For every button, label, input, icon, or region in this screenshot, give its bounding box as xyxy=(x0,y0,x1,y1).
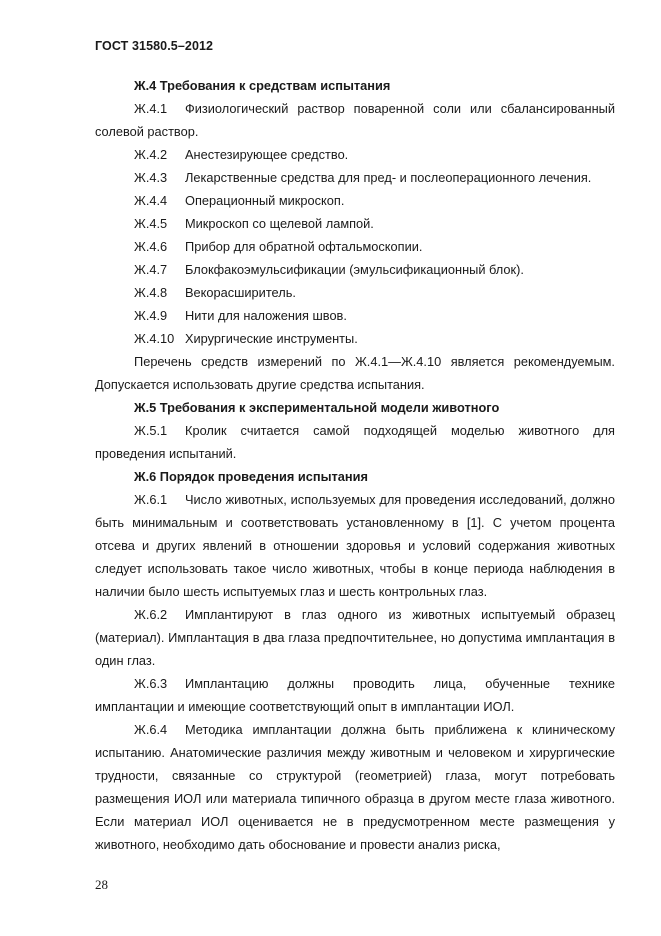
list-item xyxy=(95,258,615,281)
item-number: Ж.4.10 xyxy=(134,331,175,346)
item-number: Ж.4.3 xyxy=(134,170,168,185)
section-heading: Ж.6 Порядок проведения испытания xyxy=(134,469,368,484)
item-text: Прибор для обратной офтальмоскопии. xyxy=(185,239,423,254)
item-text: Лекарственные средства для пред- и послеоперационного лечения. xyxy=(185,170,592,185)
list-item xyxy=(95,235,615,258)
list-item xyxy=(95,672,615,718)
list-item xyxy=(95,488,615,603)
section-heading: Ж.5 Требования к экспериментальной модели животного xyxy=(134,400,500,415)
item-number: Ж.6.2 xyxy=(134,607,168,622)
item-text: Имплантацию должны проводить лица, обученные технике имплантации и имеющие соответствующий опыт в имплантации ИОЛ. xyxy=(95,676,615,714)
item-text: Блокфакоэмульсификации (эмульсификационный блок). xyxy=(185,262,524,277)
item-number: Ж.4.7 xyxy=(134,262,168,277)
list-item xyxy=(95,718,615,856)
section-heading: Ж.4 Требования к средствам испытания xyxy=(134,78,391,93)
document-header: ГОСТ 31580.5–2012 xyxy=(95,39,214,53)
document-body xyxy=(95,74,615,856)
item-number: Ж.6.4 xyxy=(134,722,168,737)
item-number: Ж.4.9 xyxy=(134,308,168,323)
item-number: Ж.4.6 xyxy=(134,239,168,254)
section-note: Перечень средств измерений по Ж.4.1—Ж.4.10 является рекомендуемым. Допускается использовать другие средства испытания. xyxy=(95,354,615,392)
item-number: Ж.4.2 xyxy=(134,147,168,162)
item-number: Ж.4.5 xyxy=(134,216,168,231)
list-item xyxy=(95,327,615,350)
list-item xyxy=(95,419,615,465)
list-item xyxy=(95,281,615,304)
item-text: Имплантируют в глаз одного из животных испытуемый образец (материал). Имплантация в два глаза предпочтительнее, но допустима имплантация в один глаз. xyxy=(95,607,615,668)
list-item xyxy=(95,189,615,212)
item-text: Физиологический раствор поваренной соли или сбалансированный солевой раствор. xyxy=(95,101,615,139)
item-text: Нити для наложения швов. xyxy=(185,308,347,323)
item-text: Векорасширитель. xyxy=(185,285,296,300)
list-item xyxy=(95,97,615,143)
list-item xyxy=(95,304,615,327)
item-number: Ж.4.4 xyxy=(134,193,168,208)
item-number: Ж.6.3 xyxy=(134,676,168,691)
item-text: Микроскоп со щелевой лампой. xyxy=(185,216,374,231)
item-number: Ж.6.1 xyxy=(134,492,168,507)
list-item xyxy=(95,143,615,166)
page-number: 28 xyxy=(95,877,108,892)
item-text: Методика имплантации должна быть приближена к клиническому испытанию. Анатомические различия между животным и человеком и хирургические трудности, связанные со структурой (геометрией) глаза, могут потребовать размещения ИОЛ или материала типичного образца в другом месте глаза животного. Если материал ИОЛ оценивается не в предусмотренном месте размещения у животного, необходимо дать обоснование и провести анализ риска, xyxy=(95,722,615,852)
item-number: Ж.4.8 xyxy=(134,285,168,300)
item-text: Операционный микроскоп. xyxy=(185,193,345,208)
list-item xyxy=(95,603,615,672)
item-text: Число животных, используемых для проведения исследований, должно быть минимальным и соответствовать установленному в [1]. С учетом процента отсева и других явлений в отношении здоровья и условий содержания животных следует использовать такое число животных, чтобы в конце периода наблюдения в наличии было шесть испытуемых глаз и шесть контрольных глаз. xyxy=(95,492,615,599)
list-item xyxy=(95,166,615,189)
item-number: Ж.4.1 xyxy=(134,101,168,116)
item-text: Хирургические инструменты. xyxy=(185,331,358,346)
item-text: Кролик считается самой подходящей моделью животного для проведения испытаний. xyxy=(95,423,615,461)
item-text: Анестезирующее средство. xyxy=(185,147,349,162)
list-item xyxy=(95,212,615,235)
item-number: Ж.5.1 xyxy=(134,423,168,438)
